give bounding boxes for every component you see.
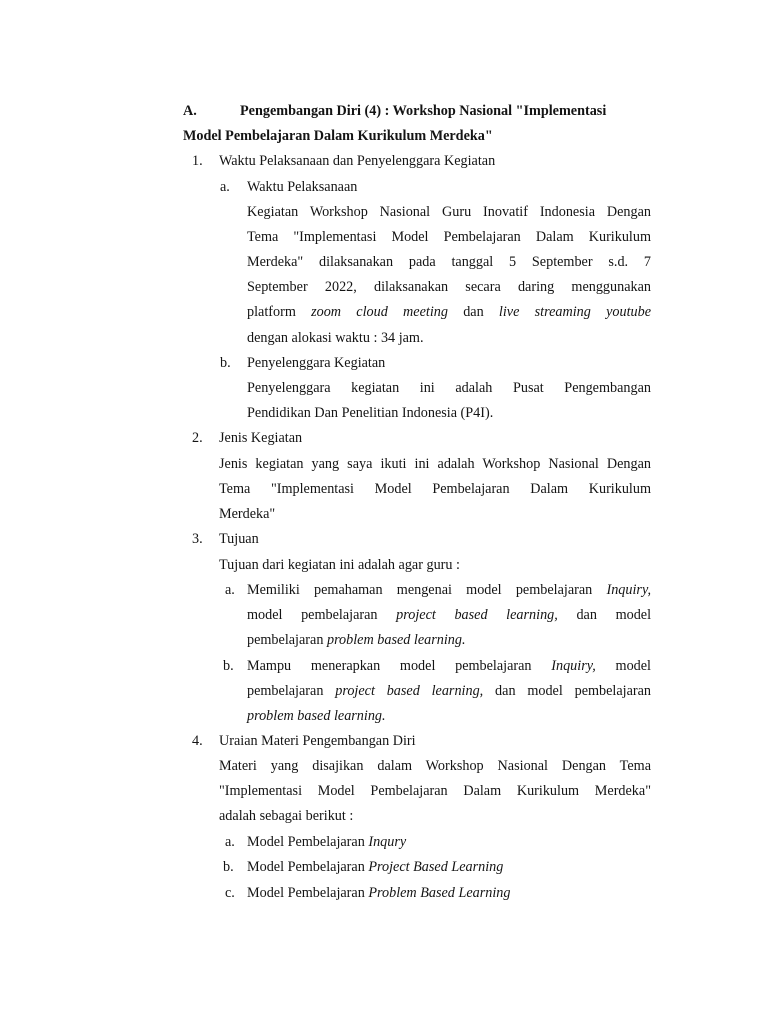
section-2-line-3: Merdeka": [219, 506, 276, 522]
section-1-number: 1.: [192, 153, 203, 169]
section-3a-line-1: Memiliki pemahaman mengenai model pembelajaran Inquiry,: [247, 582, 651, 598]
section-1b-title: Penyelenggara Kegiatan: [247, 355, 386, 371]
section-3b-marker: b.: [223, 658, 234, 674]
section-4-item: Model Pembelajaran Inqury: [247, 834, 407, 850]
heading-letter: A.: [183, 103, 197, 119]
heading-line-1: Pengembangan Diri (4) : Workshop Nasional "Implementasi: [240, 103, 607, 119]
section-3b-line-1: Mampu menerapkan model pembelajaran Inquiry, model: [247, 658, 651, 674]
section-3b-line-2: pembelajaran project based learning, dan model pembelajaran: [247, 683, 652, 699]
section-4-line-2: "Implementasi Model Pembelajaran Dalam Kurikulum Merdeka": [219, 783, 651, 799]
section-3-title: Tujuan: [219, 531, 259, 547]
section-4-number: 4.: [192, 733, 203, 749]
section-3-intro: Tujuan dari kegiatan ini adalah agar guru :: [219, 557, 460, 573]
section-3a-line-3: pembelajaran problem based learning.: [247, 632, 466, 648]
section-2-line-1: Jenis kegiatan yang saya ikuti ini adalah Workshop Nasional Dengan: [219, 456, 651, 472]
section-1b-line-1: Penyelenggara kegiatan ini adalah Pusat Pengembangan: [247, 380, 651, 396]
section-1a-marker: a.: [220, 179, 230, 195]
section-1a-line-1: Kegiatan Workshop Nasional Guru Inovatif Indonesia Dengan: [247, 204, 651, 220]
section-1a-line-5: platform zoom cloud meeting dan live streaming youtube: [247, 304, 651, 320]
section-4-item-marker: a.: [225, 834, 235, 850]
section-1b-marker: b.: [220, 355, 231, 371]
section-4-line-1: Materi yang disajikan dalam Workshop Nasional Dengan Tema: [219, 758, 651, 774]
section-2-number: 2.: [192, 430, 203, 446]
section-4-title: Uraian Materi Pengembangan Diri: [219, 733, 416, 749]
section-4-line-3: adalah sebagai berikut :: [219, 808, 354, 824]
section-2-title: Jenis Kegiatan: [219, 430, 303, 446]
section-1a-line-3: Merdeka" dilaksanakan pada tanggal 5 September s.d. 7: [247, 254, 651, 270]
section-3b-line-3: problem based learning.: [247, 708, 386, 724]
section-2-line-2: Tema "Implementasi Model Pembelajaran Dalam Kurikulum: [219, 481, 651, 497]
section-4-item: Model Pembelajaran Problem Based Learning: [247, 885, 511, 901]
section-1-title: Waktu Pelaksanaan dan Penyelenggara Kegiatan: [219, 153, 496, 169]
section-1a-title: Waktu Pelaksanaan: [247, 179, 358, 195]
section-4-item-marker: c.: [225, 885, 235, 901]
section-3-number: 3.: [192, 531, 203, 547]
section-3a-line-2: model pembelajaran project based learning, dan model: [247, 607, 652, 623]
heading-line-2: Model Pembelajaran Dalam Kurikulum Merdeka": [183, 128, 493, 144]
section-1a-line-4: September 2022, dilaksanakan secara daring menggunakan: [247, 279, 651, 295]
section-3a-marker: a.: [225, 582, 235, 598]
section-1b-line-2: Pendidikan Dan Penelitian Indonesia (P4I).: [247, 405, 494, 421]
section-1a-line-2: Tema "Implementasi Model Pembelajaran Dalam Kurikulum: [247, 229, 651, 245]
section-4-item: Model Pembelajaran Project Based Learning: [247, 859, 504, 875]
section-4-item-marker: b.: [223, 859, 234, 875]
section-1a-line-6: dengan alokasi waktu : 34 jam.: [247, 330, 424, 346]
